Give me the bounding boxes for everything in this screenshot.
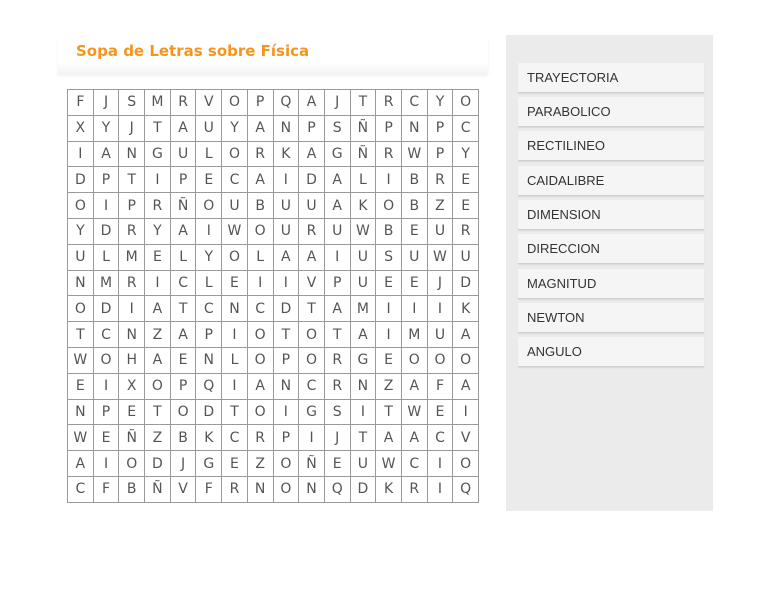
grid-cell[interactable]: Y — [428, 90, 454, 116]
grid-cell[interactable]: R — [325, 374, 351, 400]
grid-cell[interactable]: A — [325, 193, 351, 219]
grid-cell[interactable]: N — [248, 477, 274, 503]
grid-cell[interactable]: U — [325, 219, 351, 245]
grid-cell[interactable]: A — [145, 348, 171, 374]
grid-cell[interactable]: Y — [222, 116, 248, 142]
grid-cell[interactable]: B — [376, 219, 402, 245]
grid-cell[interactable]: I — [428, 451, 454, 477]
grid-cell[interactable]: T — [145, 116, 171, 142]
letter-grid — [67, 89, 479, 503]
grid-cell[interactable]: A — [325, 167, 351, 193]
grid-cell[interactable]: F — [196, 477, 222, 503]
grid-cell[interactable]: X — [119, 374, 145, 400]
grid-cell[interactable]: W — [68, 348, 94, 374]
grid-cell[interactable]: Ñ — [145, 477, 171, 503]
grid-cell[interactable]: I — [94, 451, 120, 477]
grid-cell[interactable]: R — [119, 219, 145, 245]
grid-cell[interactable]: M — [119, 245, 145, 271]
grid-cell[interactable]: M — [351, 296, 377, 322]
grid-cell[interactable]: G — [145, 142, 171, 168]
grid-cell[interactable]: O — [453, 90, 479, 116]
grid-cell[interactable]: T — [222, 400, 248, 426]
grid-cell[interactable]: T — [171, 296, 197, 322]
grid-cell[interactable]: D — [274, 296, 300, 322]
grid-cell[interactable]: A — [325, 296, 351, 322]
grid-cell[interactable]: A — [376, 425, 402, 451]
grid-cell[interactable]: R — [119, 271, 145, 297]
grid-cell[interactable]: F — [94, 477, 120, 503]
grid-cell[interactable]: O — [196, 193, 222, 219]
grid-cell[interactable]: F — [68, 90, 94, 116]
grid-cell[interactable]: L — [351, 167, 377, 193]
grid-cell[interactable]: C — [171, 271, 197, 297]
grid-cell[interactable]: O — [222, 142, 248, 168]
grid-cell[interactable]: L — [196, 271, 222, 297]
grid-cell[interactable]: W — [402, 400, 428, 426]
grid-cell[interactable]: E — [222, 271, 248, 297]
grid-cell[interactable]: E — [94, 425, 120, 451]
grid-cell[interactable]: L — [222, 348, 248, 374]
grid-cell[interactable]: A — [248, 167, 274, 193]
grid-cell[interactable]: S — [376, 245, 402, 271]
grid-cell[interactable]: E — [171, 348, 197, 374]
grid-cell[interactable]: I — [222, 374, 248, 400]
grid-cell[interactable]: U — [222, 193, 248, 219]
grid-cell[interactable]: T — [68, 322, 94, 348]
word-list-item[interactable]: NEWTON — [518, 303, 704, 333]
grid-cell[interactable]: U — [351, 451, 377, 477]
grid-cell[interactable]: G — [196, 451, 222, 477]
grid-cell[interactable]: P — [171, 374, 197, 400]
grid-cell[interactable]: R — [248, 425, 274, 451]
grid-cell[interactable]: R — [428, 167, 454, 193]
grid-cell[interactable]: U — [351, 245, 377, 271]
grid-cell[interactable]: I — [119, 296, 145, 322]
grid-cell[interactable]: I — [68, 142, 94, 168]
grid-cell[interactable]: A — [299, 142, 325, 168]
grid-cell[interactable]: K — [453, 296, 479, 322]
grid-cell[interactable]: B — [248, 193, 274, 219]
grid-cell[interactable]: B — [402, 193, 428, 219]
grid-cell[interactable]: Z — [145, 322, 171, 348]
grid-cell[interactable]: I — [325, 245, 351, 271]
grid-cell[interactable]: Z — [145, 425, 171, 451]
grid-cell[interactable]: W — [68, 425, 94, 451]
grid-cell[interactable]: L — [94, 245, 120, 271]
grid-cell[interactable]: I — [94, 193, 120, 219]
grid-cell[interactable]: A — [171, 219, 197, 245]
grid-cell[interactable]: A — [453, 374, 479, 400]
grid-cell[interactable]: C — [428, 425, 454, 451]
grid-cell[interactable]: Q — [453, 477, 479, 503]
grid-cell[interactable]: L — [248, 245, 274, 271]
grid-cell[interactable]: Q — [196, 374, 222, 400]
grid-cell[interactable]: A — [68, 451, 94, 477]
grid-cell[interactable]: U — [68, 245, 94, 271]
grid-cell[interactable]: S — [325, 116, 351, 142]
grid-cell[interactable]: M — [402, 322, 428, 348]
grid-cell[interactable]: C — [68, 477, 94, 503]
grid-cell[interactable]: I — [274, 167, 300, 193]
grid-cell[interactable]: P — [376, 116, 402, 142]
grid-cell[interactable]: R — [376, 90, 402, 116]
grid-cell[interactable]: Y — [94, 116, 120, 142]
grid-cell[interactable]: A — [171, 116, 197, 142]
grid-cell[interactable]: I — [299, 425, 325, 451]
grid-cell[interactable]: W — [351, 219, 377, 245]
grid-cell[interactable]: S — [325, 400, 351, 426]
grid-cell[interactable]: E — [402, 271, 428, 297]
grid-cell[interactable]: P — [428, 142, 454, 168]
grid-cell[interactable]: A — [402, 374, 428, 400]
grid-cell[interactable]: O — [171, 400, 197, 426]
grid-cell[interactable]: U — [428, 322, 454, 348]
word-list-item[interactable]: RECTILINEO — [518, 131, 704, 161]
grid-cell[interactable]: B — [119, 477, 145, 503]
grid-cell[interactable]: P — [274, 425, 300, 451]
grid-cell[interactable]: U — [428, 219, 454, 245]
grid-cell[interactable]: E — [222, 451, 248, 477]
word-search-board — [67, 89, 479, 503]
grid-cell[interactable]: P — [274, 348, 300, 374]
grid-cell[interactable]: R — [145, 193, 171, 219]
grid-cell[interactable]: O — [274, 451, 300, 477]
grid-cell[interactable]: X — [68, 116, 94, 142]
grid-cell[interactable]: R — [376, 142, 402, 168]
grid-cell[interactable]: B — [402, 167, 428, 193]
grid-cell[interactable]: R — [222, 477, 248, 503]
grid-cell[interactable]: A — [248, 116, 274, 142]
grid-cell[interactable]: A — [94, 142, 120, 168]
grid-cell[interactable]: I — [376, 167, 402, 193]
grid-cell[interactable]: R — [248, 142, 274, 168]
grid-cell[interactable]: I — [376, 322, 402, 348]
grid-cell[interactable]: T — [299, 296, 325, 322]
grid-cell[interactable]: D — [351, 477, 377, 503]
grid-cell[interactable]: K — [274, 142, 300, 168]
grid-cell[interactable]: E — [376, 348, 402, 374]
grid-cell[interactable]: P — [196, 322, 222, 348]
grid-cell[interactable]: M — [145, 90, 171, 116]
grid-cell[interactable]: E — [376, 271, 402, 297]
grid-cell[interactable]: Ñ — [299, 451, 325, 477]
grid-cell[interactable]: V — [171, 477, 197, 503]
grid-cell[interactable]: N — [68, 400, 94, 426]
grid-cell[interactable]: U — [274, 219, 300, 245]
grid-cell[interactable]: H — [119, 348, 145, 374]
grid-cell[interactable]: R — [171, 90, 197, 116]
grid-cell[interactable]: J — [171, 451, 197, 477]
grid-cell[interactable]: K — [351, 193, 377, 219]
grid-cell[interactable]: C — [196, 296, 222, 322]
grid-cell[interactable]: A — [351, 322, 377, 348]
word-list-item[interactable]: CAIDALIBRE — [518, 166, 704, 196]
grid-cell[interactable]: G — [351, 348, 377, 374]
grid-cell[interactable]: O — [68, 193, 94, 219]
grid-cell[interactable]: N — [351, 374, 377, 400]
grid-cell[interactable]: U — [299, 193, 325, 219]
grid-cell[interactable]: D — [94, 296, 120, 322]
grid-cell[interactable]: W — [402, 142, 428, 168]
grid-cell[interactable]: I — [453, 400, 479, 426]
grid-cell[interactable]: U — [196, 116, 222, 142]
grid-cell[interactable]: T — [274, 322, 300, 348]
grid-cell[interactable]: I — [351, 400, 377, 426]
grid-cell[interactable]: A — [274, 245, 300, 271]
grid-cell[interactable]: O — [274, 477, 300, 503]
grid-cell[interactable]: D — [299, 167, 325, 193]
word-list-item[interactable]: ANGULO — [518, 337, 704, 367]
grid-cell[interactable]: N — [274, 116, 300, 142]
grid-cell[interactable]: U — [402, 245, 428, 271]
grid-cell[interactable]: C — [94, 322, 120, 348]
grid-cell[interactable]: I — [145, 167, 171, 193]
grid-cell[interactable]: O — [145, 374, 171, 400]
grid-cell[interactable]: R — [299, 219, 325, 245]
grid-cell[interactable]: E — [119, 400, 145, 426]
grid-cell[interactable]: W — [222, 219, 248, 245]
grid-cell[interactable]: P — [299, 116, 325, 142]
grid-cell[interactable]: A — [453, 322, 479, 348]
grid-cell[interactable]: D — [68, 167, 94, 193]
grid-cell[interactable]: Z — [428, 193, 454, 219]
grid-cell[interactable]: O — [402, 348, 428, 374]
grid-cell[interactable]: I — [222, 322, 248, 348]
word-list-panel — [506, 35, 713, 511]
grid-cell[interactable]: C — [402, 90, 428, 116]
grid-cell[interactable]: O — [94, 348, 120, 374]
grid-cell[interactable]: O — [222, 245, 248, 271]
word-list-item[interactable]: MAGNITUD — [518, 269, 704, 299]
grid-cell[interactable]: A — [171, 322, 197, 348]
grid-cell[interactable]: T — [376, 400, 402, 426]
grid-cell[interactable]: R — [453, 219, 479, 245]
grid-cell[interactable]: D — [196, 400, 222, 426]
grid-cell[interactable]: Ñ — [119, 425, 145, 451]
grid-cell[interactable]: N — [119, 142, 145, 168]
grid-cell[interactable]: T — [145, 400, 171, 426]
grid-cell[interactable]: Y — [145, 219, 171, 245]
grid-cell[interactable]: C — [222, 425, 248, 451]
grid-cell[interactable]: I — [145, 271, 171, 297]
grid-cell[interactable]: U — [453, 245, 479, 271]
grid-cell[interactable]: O — [248, 219, 274, 245]
grid-cell[interactable]: Q — [325, 477, 351, 503]
grid-cell[interactable]: T — [351, 90, 377, 116]
grid-cell[interactable]: D — [145, 451, 171, 477]
grid-cell[interactable]: O — [453, 451, 479, 477]
title-bar — [58, 36, 488, 74]
grid-cell[interactable]: D — [94, 219, 120, 245]
grid-cell[interactable]: T — [325, 322, 351, 348]
grid-cell[interactable]: I — [248, 271, 274, 297]
grid-cell[interactable]: N — [222, 296, 248, 322]
grid-cell[interactable]: J — [428, 271, 454, 297]
word-list-item[interactable]: TRAYECTORIA — [518, 63, 704, 93]
grid-cell[interactable]: O — [248, 400, 274, 426]
grid-cell[interactable]: C — [248, 296, 274, 322]
grid-cell[interactable]: R — [402, 477, 428, 503]
grid-cell[interactable]: J — [119, 116, 145, 142]
grid-cell[interactable]: L — [171, 245, 197, 271]
grid-cell[interactable]: O — [428, 348, 454, 374]
grid-cell[interactable]: Ñ — [351, 116, 377, 142]
grid-cell[interactable]: E — [453, 193, 479, 219]
grid-cell[interactable]: N — [299, 477, 325, 503]
grid-cell[interactable]: P — [325, 271, 351, 297]
grid-cell[interactable]: T — [351, 425, 377, 451]
grid-cell[interactable]: J — [325, 90, 351, 116]
grid-cell[interactable]: C — [222, 167, 248, 193]
grid-cell[interactable]: U — [171, 142, 197, 168]
grid-cell[interactable]: E — [196, 167, 222, 193]
grid-cell[interactable]: P — [119, 193, 145, 219]
grid-cell[interactable]: N — [402, 116, 428, 142]
word-list-item[interactable]: DIMENSION — [518, 200, 704, 230]
grid-cell[interactable]: O — [68, 296, 94, 322]
grid-cell[interactable]: P — [171, 167, 197, 193]
grid-cell[interactable]: I — [274, 271, 300, 297]
grid-cell[interactable]: A — [299, 90, 325, 116]
grid-cell[interactable]: T — [119, 167, 145, 193]
grid-cell[interactable]: I — [402, 296, 428, 322]
grid-cell[interactable]: Z — [248, 451, 274, 477]
grid-cell[interactable]: I — [196, 219, 222, 245]
grid-cell[interactable]: I — [274, 400, 300, 426]
grid-cell[interactable]: O — [299, 348, 325, 374]
grid-cell[interactable]: M — [94, 271, 120, 297]
grid-cell[interactable]: R — [325, 348, 351, 374]
grid-cell[interactable]: S — [119, 90, 145, 116]
grid-cell[interactable]: P — [94, 167, 120, 193]
grid-cell[interactable]: Y — [196, 245, 222, 271]
grid-cell[interactable]: U — [351, 271, 377, 297]
grid-cell[interactable]: V — [196, 90, 222, 116]
grid-cell[interactable]: O — [248, 348, 274, 374]
grid-cell[interactable]: P — [248, 90, 274, 116]
grid-cell[interactable]: G — [299, 400, 325, 426]
grid-cell[interactable]: I — [94, 374, 120, 400]
grid-cell[interactable]: K — [376, 477, 402, 503]
grid-cell[interactable]: E — [68, 374, 94, 400]
grid-cell[interactable]: O — [222, 90, 248, 116]
grid-cell[interactable]: E — [145, 245, 171, 271]
grid-cell[interactable]: C — [402, 451, 428, 477]
grid-cell[interactable]: A — [145, 296, 171, 322]
grid-cell[interactable]: E — [325, 451, 351, 477]
grid-cell[interactable]: W — [376, 451, 402, 477]
page-title: Sopa de Letras sobre Física — [76, 42, 310, 60]
word-list-item[interactable]: PARABOLICO — [518, 97, 704, 127]
grid-cell[interactable]: N — [196, 348, 222, 374]
grid-cell[interactable]: E — [453, 167, 479, 193]
grid-cell[interactable]: P — [428, 116, 454, 142]
grid-cell[interactable]: A — [248, 374, 274, 400]
grid-cell[interactable]: C — [299, 374, 325, 400]
grid-cell[interactable]: G — [325, 142, 351, 168]
grid-cell[interactable]: Ñ — [171, 193, 197, 219]
grid-cell[interactable]: P — [94, 400, 120, 426]
grid-cell[interactable]: A — [299, 245, 325, 271]
grid-cell[interactable]: W — [428, 245, 454, 271]
grid-cell[interactable]: D — [453, 271, 479, 297]
grid-cell[interactable]: N — [119, 322, 145, 348]
grid-cell[interactable]: K — [196, 425, 222, 451]
grid-cell[interactable]: A — [402, 425, 428, 451]
grid-cell[interactable]: O — [299, 322, 325, 348]
grid-cell[interactable]: Q — [274, 90, 300, 116]
grid-cell[interactable]: I — [428, 296, 454, 322]
grid-cell[interactable]: N — [68, 271, 94, 297]
grid-cell[interactable]: E — [428, 400, 454, 426]
grid-cell[interactable]: O — [248, 322, 274, 348]
grid-cell[interactable]: F — [428, 374, 454, 400]
grid-cell[interactable]: O — [453, 348, 479, 374]
grid-cell[interactable]: Y — [68, 219, 94, 245]
grid-cell[interactable]: J — [325, 425, 351, 451]
grid-cell[interactable]: E — [402, 219, 428, 245]
grid-cell[interactable]: L — [196, 142, 222, 168]
grid-cell[interactable]: O — [376, 193, 402, 219]
grid-cell[interactable]: O — [119, 451, 145, 477]
grid-cell[interactable]: Z — [376, 374, 402, 400]
grid-cell[interactable]: I — [428, 477, 454, 503]
grid-cell[interactable]: U — [274, 193, 300, 219]
grid-cell[interactable]: J — [94, 90, 120, 116]
grid-cell[interactable]: V — [299, 271, 325, 297]
grid-cell[interactable]: V — [453, 425, 479, 451]
grid-cell[interactable]: N — [274, 374, 300, 400]
word-list-item[interactable]: DIRECCION — [518, 234, 704, 264]
grid-cell[interactable]: B — [171, 425, 197, 451]
grid-cell[interactable]: C — [453, 116, 479, 142]
grid-cell[interactable]: Y — [453, 142, 479, 168]
grid-cell[interactable]: Ñ — [351, 142, 377, 168]
grid-cell[interactable]: I — [376, 296, 402, 322]
